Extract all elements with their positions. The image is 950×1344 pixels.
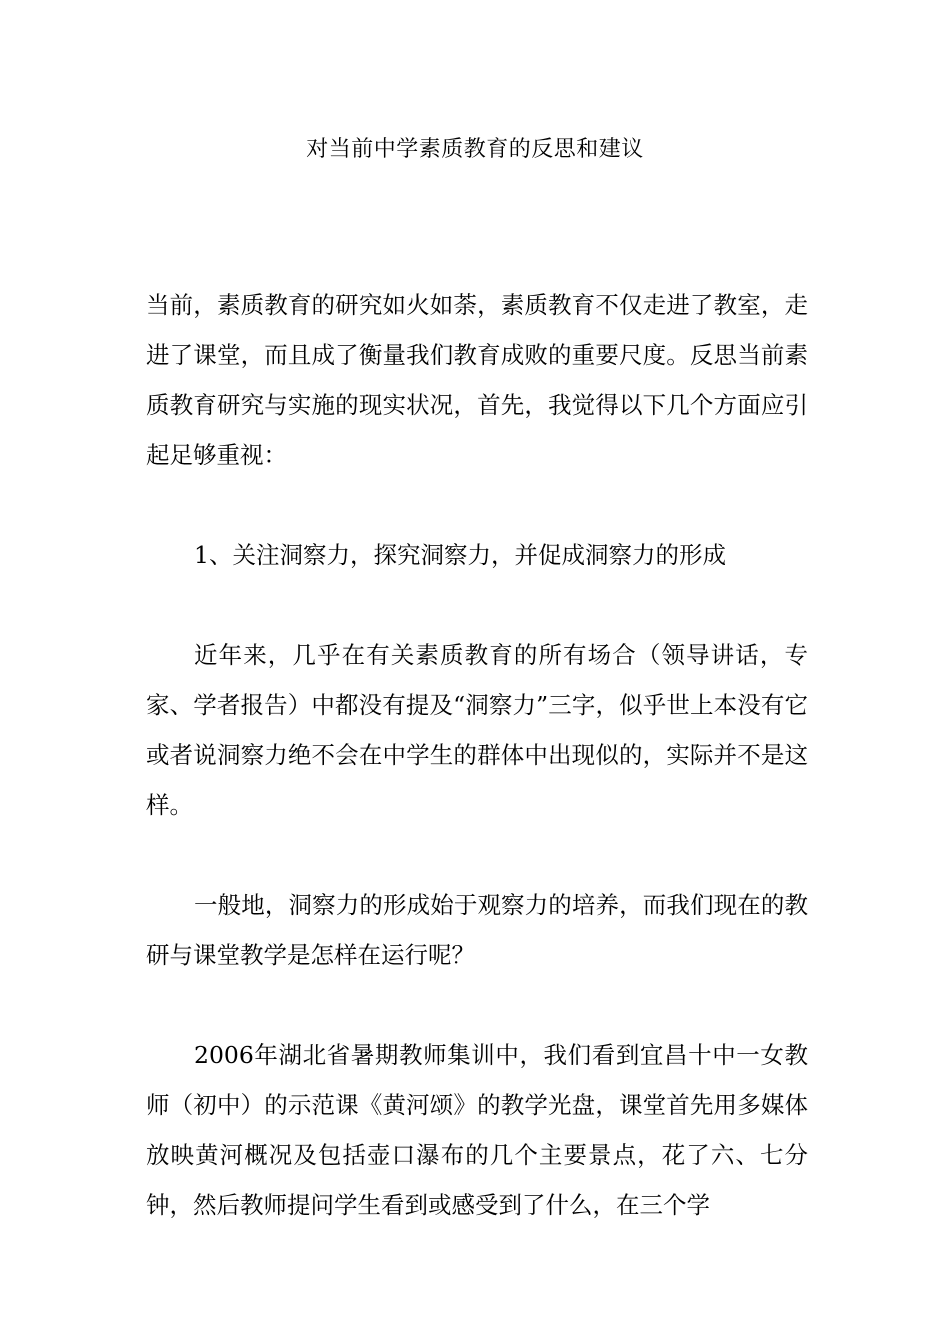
document-body (146, 280, 808, 1230)
paragraph-4: 2006年湖北省暑期教师集训中，我们看到宜昌十中一女教师（初中）的示范课《黄河颂》的教学光盘，课堂首先用多媒体放映黄河概况及包括壶口瀑布的几个主要景点，花了六、七分钟，然后教师提问学生看到或感受到了什么，在三个学 (146, 1041, 808, 1219)
section-heading-1: 1、关注洞察力，探究洞察力，并促成洞察力的形成 (194, 541, 726, 569)
document-title: 对当前中学素质教育的反思和建议 (306, 137, 644, 162)
paragraph-intro: 当前，素质教育的研究如火如荼，素质教育不仅走进了教室，走进了课堂，而且成了衡量我们教育成败的重要尺度。反思当前素质教育研究与实施的现实状况，首先，我觉得以下几个方面应引起足够重视： (146, 291, 808, 469)
paragraph-2: 近年来，几乎在有关素质教育的所有场合（领导讲话，专家、学者报告）中都没有提及“洞察力”三字，似乎世上本没有它或者说洞察力绝不会在中学生的群体中出现似的，实际并不是这样。 (146, 641, 808, 819)
paragraph-3: 一般地，洞察力的形成始于观察力的培养，而我们现在的教研与课堂教学是怎样在运行呢？ (146, 891, 808, 969)
